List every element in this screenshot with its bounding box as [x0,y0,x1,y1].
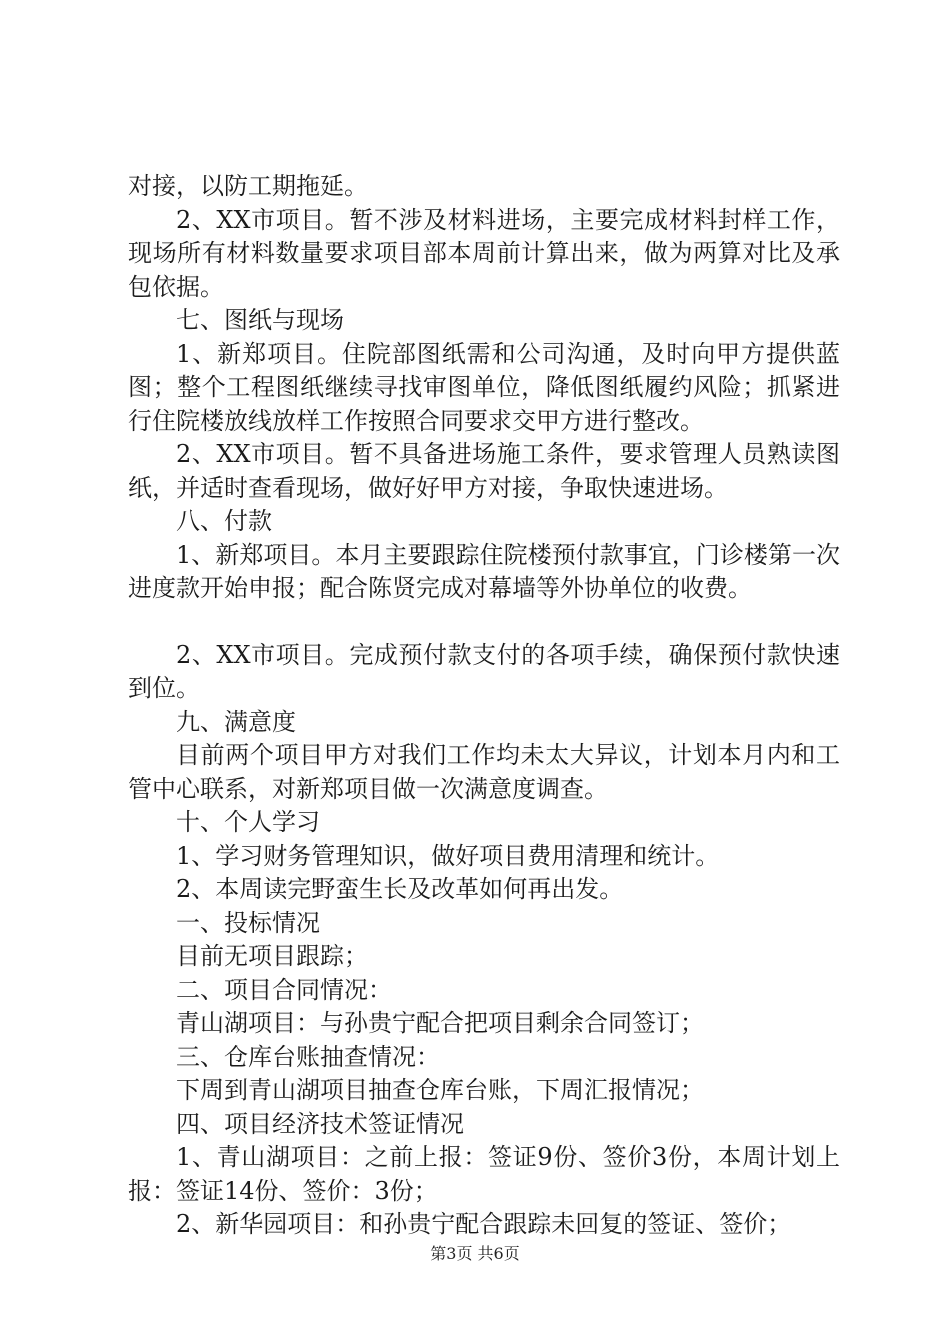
paragraph: 2、XX市项目。暂不具备进场施工条件，要求管理人员熟读图纸，并适时查看现场，做好好甲方对接，争取快速进场。 [128,440,840,502]
paragraph: 1、学习财务管理知识，做好项目费用清理和统计。 [176,841,720,870]
paragraph: 1、新郑项目。住院部图纸需和公司沟通，及时向甲方提供蓝图；整个工程图纸继续寻找审图单位，降低图纸履约风险；抓紧进行住院楼放线放样工作按照合同要求交甲方进行整改。 [128,339,840,435]
paragraph: 1、青山湖项目：之前上报：签证9份、签价3份，本周计划上报：签证14份、签价：3份； [128,1143,840,1205]
paragraph: 下周到青山湖项目抽查仓库台账，下周汇报情况； [176,1076,704,1104]
paragraph: 2、本周读完野蛮生长及改革如何再出发。 [176,875,624,903]
paragraph: 2、XX市项目。暂不涉及材料进场，主要完成材料封样工作，现场所有材料数量要求项目部本周前计算出来，做为两算对比及承包依据。 [128,205,840,301]
section-heading: 九、满意度 [176,707,296,736]
paragraph: 目前两个项目甲方对我们工作均未太大异议，计划本月内和工管中心联系，对新郑项目做一次满意度调查。 [128,741,840,803]
paragraph: 青山湖项目：与孙贵宁配合把项目剩余合同签订； [176,1009,704,1037]
paragraph: 目前无项目跟踪； [176,942,368,970]
paragraph: 2、XX市项目。完成预付款支付的各项手续，确保预付款快速到位。 [128,640,840,702]
section-heading: 一、投标情况 [176,908,320,937]
page-footer: 第3页 共6页 [430,1244,520,1263]
document-body [128,170,840,1242]
paragraph: 对接，以防工期拖延。 [128,172,368,200]
section-heading: 三、仓库台账抽查情况： [176,1042,440,1071]
paragraph: 1、新郑项目。本月主要跟踪住院楼预付款事宜，门诊楼第一次进度款开始申报；配合陈贤完成对幕墙等外协单位的收费。 [128,540,840,602]
section-heading: 八、付款 [176,507,272,535]
section-heading: 四、项目经济技术签证情况 [176,1109,464,1138]
section-heading: 十、个人学习 [176,808,320,836]
paragraph: 2、新华园项目：和孙贵宁配合跟踪未回复的签证、签价； [176,1210,792,1238]
blank-line [128,606,840,639]
section-heading: 二、项目合同情况： [176,975,392,1004]
section-heading: 七、图纸与现场 [176,306,344,334]
